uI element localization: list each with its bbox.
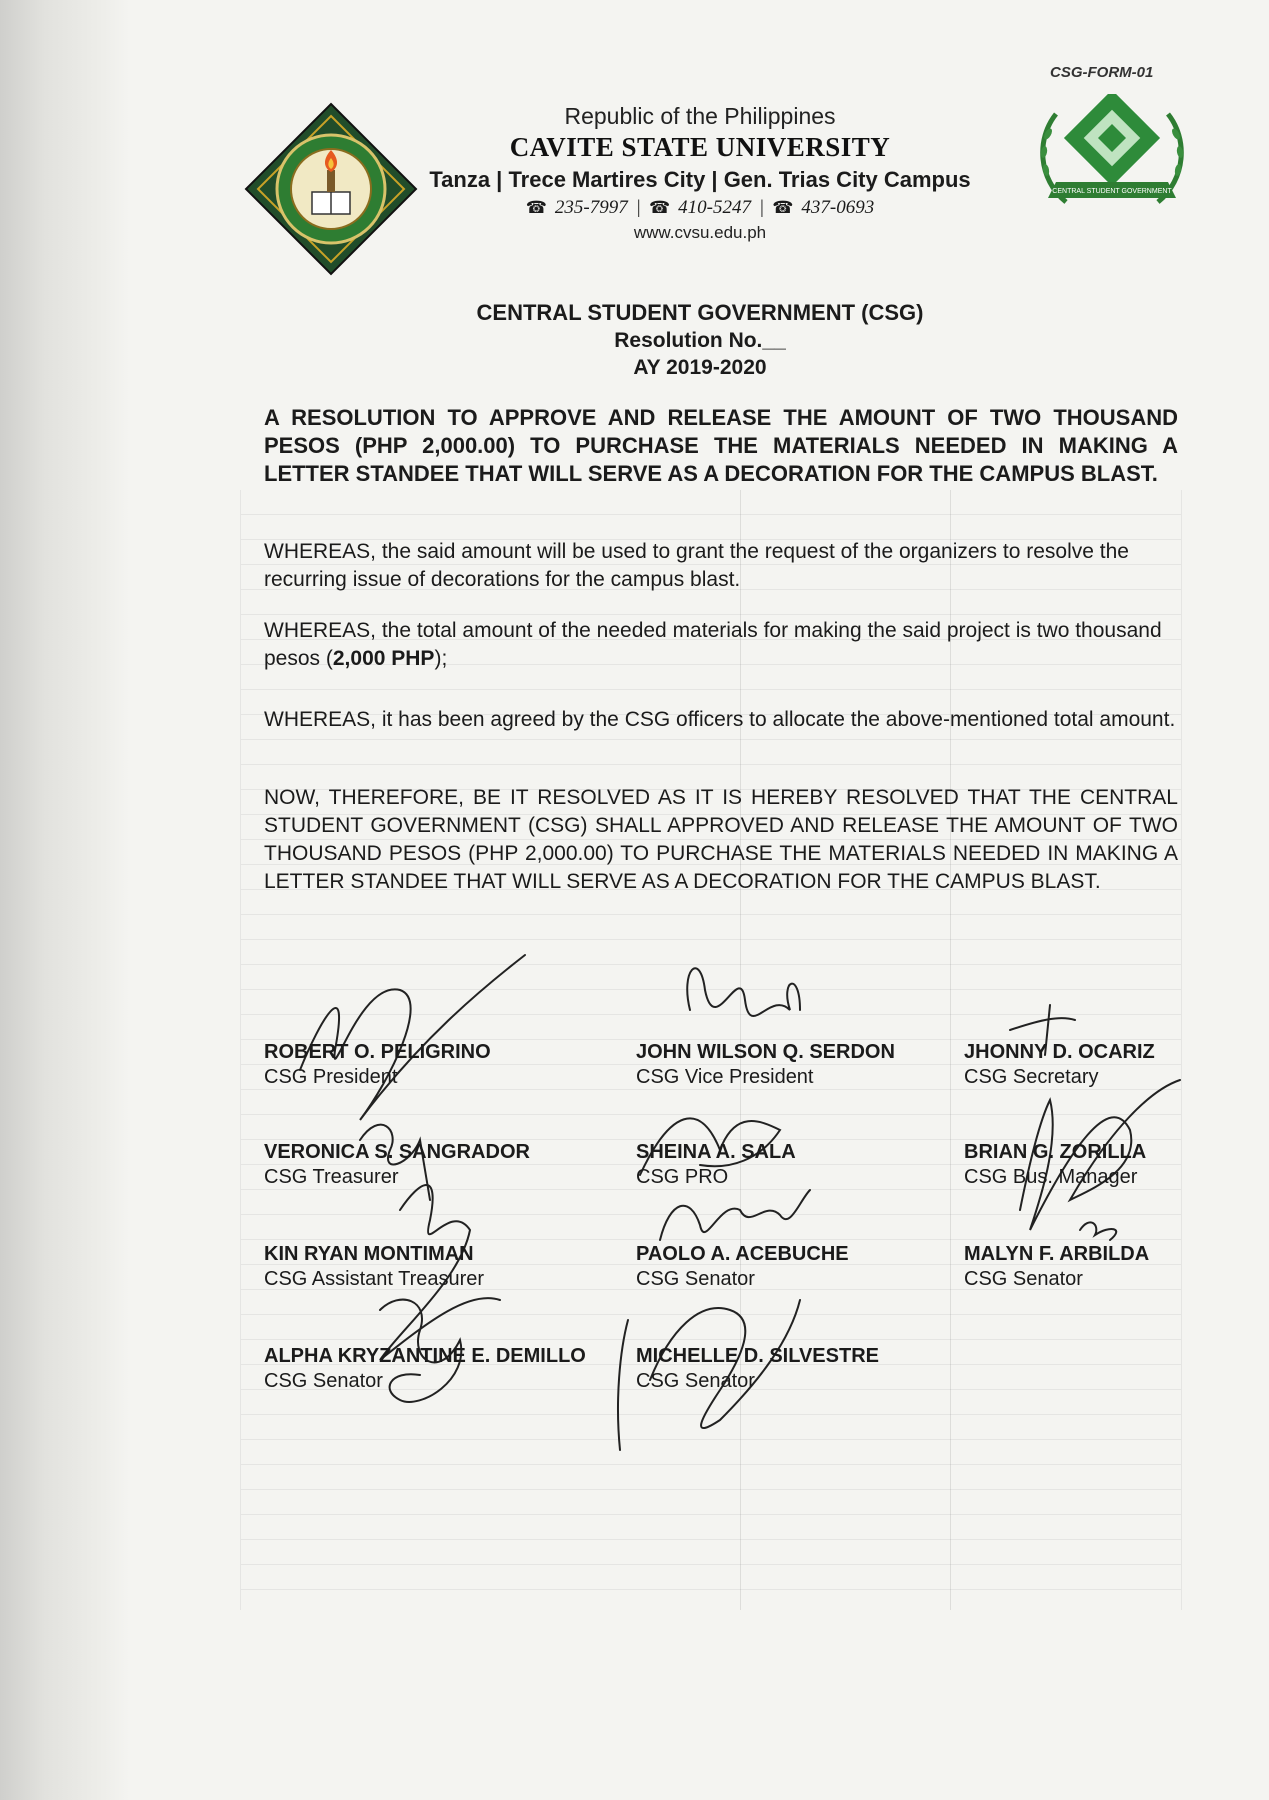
resolution-title: A RESOLUTION TO APPROVE AND RELEASE THE AMOUNT OF TWO THOUSAND PESOS (PHP 2,000.00) TO PURCHASE THE MATERIALS NEEDED IN MAKING A LETTER STANDEE THAT WILL SERVE AS A DECORATION FOR THE CAMPUS BLAST.: [264, 405, 1178, 486]
scan-left-shadow: [0, 0, 130, 1800]
academic-year: AY 2019-2020: [633, 356, 767, 379]
office-name: CENTRAL STUDENT GOVERNMENT (CSG): [476, 300, 924, 325]
signatory-position: CSG Secretary: [964, 1066, 1099, 1088]
signatory-block: [964, 1040, 1155, 1090]
csg-logo-label: CENTRAL STUDENT GOVERNMENT: [1052, 188, 1172, 195]
signatory-block: [636, 1140, 796, 1190]
signatory-position: CSG Vice President: [636, 1066, 814, 1088]
signatory-name: ROBERT O. PELIGRINO: [264, 1041, 491, 1063]
phone-numbers: [380, 197, 1020, 219]
signatory-position: CSG Senator: [636, 1268, 755, 1290]
phone-number: 410-5247: [678, 197, 751, 218]
document-title: [380, 300, 1020, 380]
signatory-name: MALYN F. ARBILDA: [964, 1243, 1150, 1265]
whereas-paragraph: WHEREAS, the said amount will be used to grant the request of the organizers to resolve the recurring issue of decorations for the campus blast.: [264, 540, 1129, 591]
amount-emphasis: 2,000 PHP: [332, 647, 435, 670]
phone-icon: ☎: [525, 198, 547, 217]
csg-logo-icon: [1026, 94, 1198, 224]
signatory-name: ALPHA KRYZANTINE E. DEMILLO: [264, 1345, 586, 1367]
website: www.cvsu.edu.ph: [633, 223, 767, 242]
signatory-block: [636, 1242, 849, 1292]
campus-line: Tanza | Trece Martires City | Gen. Trias City Campus: [429, 167, 971, 192]
signatory-block: [264, 1140, 530, 1190]
separator: |: [635, 197, 641, 218]
signatory-block: [636, 1344, 879, 1394]
whereas-paragraph: [264, 617, 1178, 673]
signatory-name: VERONICA S. SANGRADOR: [264, 1141, 530, 1163]
whereas-paragraph: WHEREAS, it has been agreed by the CSG officers to allocate the above-mentioned total amount.: [264, 708, 1176, 731]
signatory-name: KIN RYAN MONTIMAN: [264, 1243, 474, 1265]
signatory-position: CSG Senator: [636, 1370, 755, 1392]
signatory-position: CSG Assistant Treasurer: [264, 1268, 485, 1290]
signatory-block: [636, 1040, 895, 1090]
signatory-position: CSG Treasurer: [264, 1166, 399, 1188]
signatory-name: SHEINA A. SALA: [636, 1141, 796, 1163]
resolution-number: Resolution No.__: [614, 329, 786, 352]
signatory-block: [264, 1344, 586, 1394]
signatory-position: CSG Bus. Manager: [964, 1166, 1138, 1188]
signatory-name: JHONNY D. OCARIZ: [964, 1041, 1155, 1063]
separator: |: [759, 197, 765, 218]
phone-icon: ☎: [772, 198, 794, 217]
signatory-position: CSG Senator: [964, 1268, 1083, 1290]
letterhead: [380, 103, 1020, 243]
phone-number: 235-7997: [554, 197, 628, 218]
signatory-block: [264, 1040, 491, 1090]
resolved-paragraph: NOW, THEREFORE, BE IT RESOLVED AS IT IS HEREBY RESOLVED THAT THE CENTRAL STUDENT GOVERNMENT (CSG) SHALL APPROVED AND RELEASE THE AMOUNT OF TWO THOUSAND PESOS (PHP 2,000.00) TO PURCHASE THE MATERIALS NEEDED IN MAKING A LETTER STANDEE THAT WILL SERVE AS A DECORATION FOR THE CAMPUS BLAST.: [264, 786, 1178, 893]
signatory-name: JOHN WILSON Q. SERDON: [636, 1041, 895, 1063]
signatory-position: CSG PRO: [636, 1166, 729, 1188]
phone-number: 437-0693: [801, 197, 875, 218]
phone-icon: ☎: [648, 198, 671, 217]
signatory-block: [964, 1242, 1149, 1292]
signatory-name: BRIAN G. ZORILLA: [964, 1141, 1147, 1163]
paragraph-text: );: [434, 647, 448, 670]
paragraph-text: WHEREAS, the total amount of the needed materials for making the said project is two thousand pesos (: [264, 619, 1162, 670]
form-code: CSG-FORM-01: [1050, 64, 1154, 81]
signatory-name: PAOLO A. ACEBUCHE: [636, 1243, 849, 1265]
signatory-position: CSG President: [264, 1066, 398, 1088]
university-name: CAVITE STATE UNIVERSITY: [509, 132, 891, 162]
signatory-block: [964, 1140, 1146, 1190]
republic-line: Republic of the Philippines: [564, 103, 836, 129]
signatory-position: CSG Senator: [264, 1370, 383, 1392]
signatory-block: [264, 1242, 484, 1292]
signatory-name: MICHELLE D. SILVESTRE: [636, 1345, 879, 1367]
